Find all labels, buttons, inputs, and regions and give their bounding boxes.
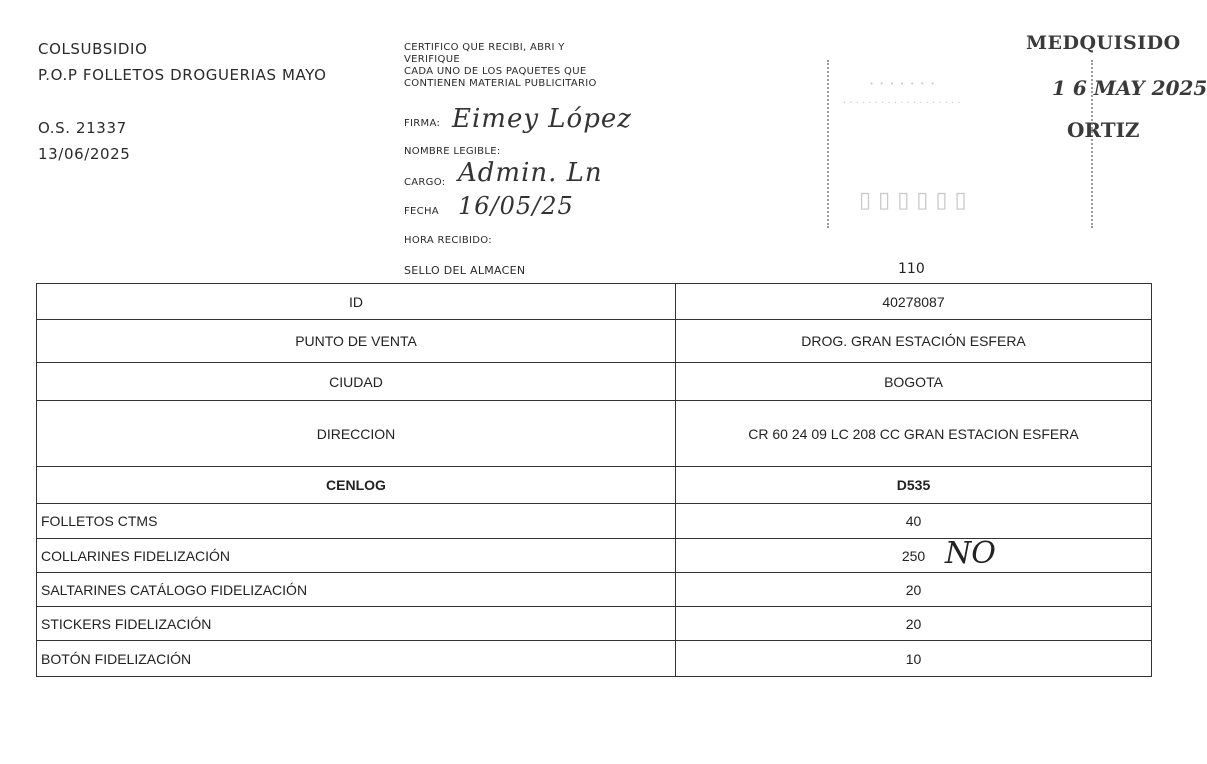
item-qty: 20 [676,607,1152,641]
table-row [37,504,1152,539]
company-name: COLSUBSIDIO [38,40,148,58]
cargo-label: CARGO: [404,177,446,188]
item-name: SALTARINES CATÁLOGO FIDELIZACIÓN [37,573,676,607]
row-key: CIUDAD [37,363,676,401]
item-name: COLLARINES FIDELIZACIÓN [37,539,676,573]
item-name: BOTÓN FIDELIZACIÓN [37,641,676,677]
stamp-faint-line: ▯ ▯ ▯ ▯ ▯ ▯ [859,188,967,213]
row-value: D535 [676,467,1152,504]
certificate-line: VERIFIQUE [404,54,460,65]
nombre-label: NOMBRE LEGIBLE: [404,146,501,157]
order-number: O.S. 21337 [38,119,127,137]
item-qty: 20 [676,573,1152,607]
stamp-name: ORTIZ [1067,118,1140,142]
fecha-handwritten: 16/05/25 [458,192,574,220]
table-row [37,467,1152,504]
handwritten-no-mark: NO [945,536,996,571]
sello-label: SELLO DEL ALMACEN [404,264,526,277]
row-key: ID [37,284,676,320]
table-row [37,284,1152,320]
item-name: FOLLETOS CTMS [37,504,676,539]
certificate-line: CADA UNO DE LOS PAQUETES QUE [404,66,587,77]
row-value: BOGOTA [676,363,1152,401]
cargo-handwritten: Admin. Ln [458,158,603,188]
row-value: CR 60 24 09 LC 208 CC GRAN ESTACION ESFERA [676,401,1152,467]
table-row [37,401,1152,467]
item-qty: 250 [676,539,1152,573]
row-key: PUNTO DE VENTA [37,320,676,363]
document-title: P.O.P FOLLETOS DROGUERIAS MAYO [38,66,327,84]
table-row [37,607,1152,641]
item-name: STICKERS FIDELIZACIÓN [37,607,676,641]
certificate-text [404,42,597,90]
fecha-label: FECHA [404,206,439,217]
certificate-line: CERTIFICO QUE RECIBI, ABRI Y [404,42,565,53]
row-value: 40278087 [676,284,1152,320]
table-row [37,363,1152,401]
stamp-faint-line: · · · · · · · [869,74,936,93]
firma-label: FIRMA: [404,118,441,129]
order-date: 13/06/2025 [38,145,131,163]
row-key: CENLOG [37,467,676,504]
firma-signature: Eimey López [452,104,632,134]
table-row [37,320,1152,363]
stamp-title: MEDQUISIDO [1026,32,1181,54]
row-key: DIRECCION [37,401,676,467]
stamp-date: 1 6 MAY 2025 [1052,76,1207,100]
certificate-line: CONTIENEN MATERIAL PUBLICITARIO [404,78,597,89]
item-qty: 40 [676,504,1152,539]
hora-label: HORA RECIBIDO: [404,235,492,246]
stamp-faint-line: · · · · · · · · · · · · · · · · · · · [843,98,961,109]
table-row [37,573,1152,607]
row-value: DROG. GRAN ESTACIÓN ESFERA [676,320,1152,363]
table-row [37,641,1152,677]
sello-number: 110 [898,261,925,277]
item-qty: 10 [676,641,1152,677]
delivery-table [36,283,1152,677]
